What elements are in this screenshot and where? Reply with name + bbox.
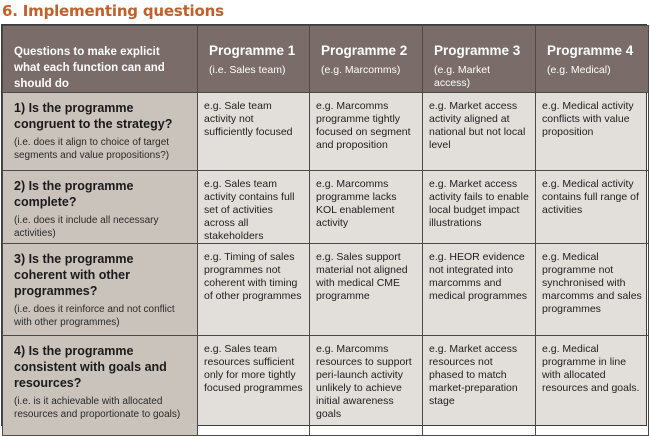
question-cell	[3, 93, 198, 171]
question-subtitle: (i.e. is it achievable with allocated resources and proportionate to goals)	[14, 396, 181, 420]
table-cell: e.g. Sale team activity not sufficiently focused	[198, 93, 310, 171]
table-cell: e.g. Medical programme in line with allocated resources and goals.	[536, 336, 649, 436]
question-title: 2) Is the programme complete?	[14, 179, 134, 209]
table-cell: e.g. Timing of sales programmes not coherent with timing of other programmes	[198, 244, 310, 336]
question-subtitle: (i.e. does it reinforce and not conflict with other programmes)	[14, 304, 175, 328]
programme-1-header	[198, 26, 310, 93]
question-title: 4) Is the programme consistent with goals and resources?	[14, 344, 167, 390]
question-column-header: Questions to make explicit what each function can and should do	[3, 26, 198, 93]
programme-name: Programme 2	[321, 43, 408, 58]
table-cell: e.g. Marcomms programme tightly focused on segment and proposition	[310, 93, 423, 171]
table-cell: e.g. Marcomms resources to support peri-launch activity unlikely to achieve initial awareness goals	[310, 336, 423, 436]
question-cell	[3, 171, 198, 244]
programme-2-header	[310, 26, 423, 93]
question-title: 1) Is the programme congruent to the strategy?	[14, 101, 173, 131]
table-row	[3, 93, 649, 171]
table-cell: e.g. Medical activity conflicts with value proposition	[536, 93, 649, 171]
question-subtitle: (i.e. does it align to choice of target segments and value propositions?)	[14, 137, 170, 161]
table-cell: e.g. Market access resources not phased to match market-preparation stage	[423, 336, 536, 436]
programme-example: (e.g. Medical)	[547, 64, 611, 76]
programme-4-header	[536, 26, 649, 93]
table-row	[3, 244, 649, 336]
table-row	[3, 336, 649, 436]
header-row	[3, 26, 649, 93]
programme-example: (i.e. Sales team)	[209, 64, 286, 76]
question-cell	[3, 336, 198, 436]
programme-example: (e.g. Market access)	[434, 64, 491, 89]
programme-name: Programme 1	[209, 43, 296, 58]
table-cell: e.g. Market access activity fails to enable local budget impact illustrations	[423, 171, 536, 244]
table-cell: e.g. Medical programme not synchronised with marcomms and sales programmes	[536, 244, 649, 336]
programme-name: Programme 3	[434, 43, 521, 58]
table-cell: e.g. HEOR evidence not integrated into marcomms and medical programmes	[423, 244, 536, 336]
table-cell: e.g. Market access activity aligned at national but not local level	[423, 93, 536, 171]
question-cell	[3, 244, 198, 336]
table-row	[3, 171, 649, 244]
table-cell: e.g. Sales team activity contains full set of activities across all stakeholders	[198, 171, 310, 244]
programme-name: Programme 4	[547, 43, 634, 58]
implementing-questions-table	[1, 24, 647, 426]
page-title: 6. Implementing questions	[2, 2, 224, 20]
table-cell: e.g. Marcomms programme lacks KOL enablement activity	[310, 171, 423, 244]
programme-3-header	[423, 26, 536, 93]
table-cell: e.g. Sales support material not aligned with medical CME programme	[310, 244, 423, 336]
question-title: 3) Is the programme coherent with other programmes?	[14, 252, 134, 298]
table-cell: e.g. Medical activity contains full range of activities	[536, 171, 649, 244]
question-subtitle: (i.e. does it include all necessary activities)	[14, 215, 159, 239]
programme-example: (e.g. Marcomms)	[321, 64, 401, 76]
table-cell: e.g. Sales team resources sufficient only for more tightly focused programmes	[198, 336, 310, 436]
